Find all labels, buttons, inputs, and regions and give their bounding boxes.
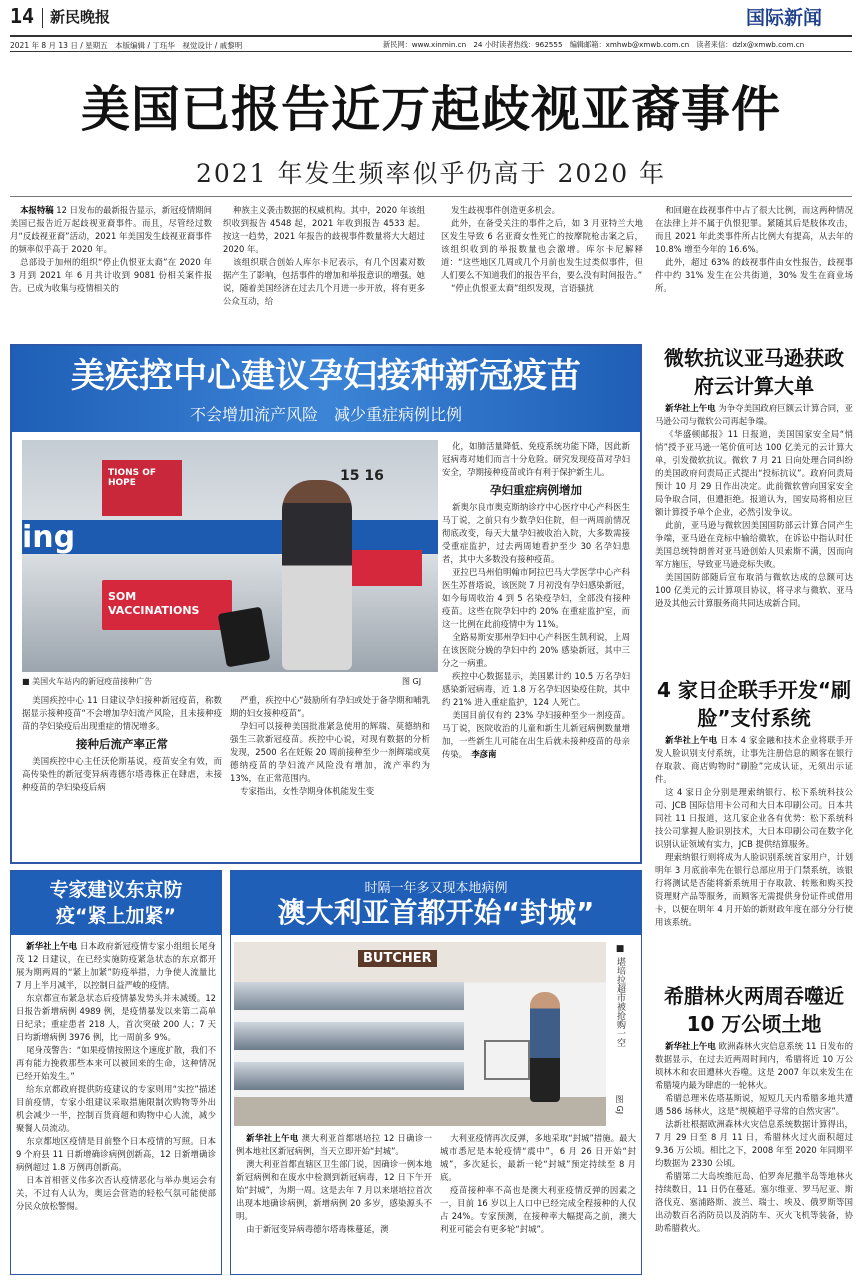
- paragraph: 种族主义袭击数据的权威机构。其中，2020 年该组织收到报告 4548 起，2021 年收到报告 4533 起。按这一趋势，2021 年报告的歧视事件数量将大大超过 2020 年。: [223, 205, 425, 254]
- expert-body: [16, 940, 216, 1270]
- dateline: 2021 年 8 月 13 日 / 星期五 本版编辑 / 丁珏华 视觉设计 / 戚黎明: [10, 41, 243, 50]
- paragraph: 美国疾控中心 11 日建议孕妇接种新冠疫苗，称数据显示接种疫苗“不会增加孕妇流产风险，且未接种疫苗的孕妇染疫后出现重症的情况增多。: [22, 695, 222, 731]
- paragraph: 新华社上午电 澳大利亚首都堪培拉 12 日确诊一例本地社区新冠病例，当天立即开始“封城”。: [236, 1133, 432, 1156]
- section-name: 国际新闻: [746, 7, 823, 29]
- header-divider: [42, 8, 43, 28]
- paragraph: 尾身茂警告：“如果疫情按照这个速度扩散，我们不再有能力挽救那些本来可以被回来的生命，这种情况已经开始发生。”: [16, 1045, 216, 1081]
- paragraph: 澳大利亚首都直辖区卫生部门说，因确诊一例本地新冠病例和在废水中检测到新冠病毒，12 日下午开始“封城”，为期一周。这是去年 7 月以来堪培拉首次出现本地确诊病例，新增病例 20 多岁，感染源头不明。: [236, 1159, 432, 1221]
- aus-shopper: [530, 992, 560, 1102]
- lead-col-3: [441, 204, 643, 334]
- paragraph: 法新社根据欧洲森林火灾信息系统数据计算得出，7 月 29 日至 8 月 11 日，希腊林火过火面积超过 9.36 万公顷。相比之下，2008 年至 2020 年同期平均数据为 2330 公顷。: [655, 1119, 853, 1168]
- lead-subheadline: 2021 年发生频率似乎仍高于 2020 年: [195, 159, 667, 188]
- cdc-photo-caption: ■ 美国火车站内的新冠疫苗接种广告: [22, 677, 153, 686]
- lead-headline: 美国已报告近万起歧视亚裔事件: [80, 81, 781, 138]
- aus-shelf-3: [234, 1062, 464, 1090]
- cdc-headline: 美疾控中心建议孕妇接种新冠疫苗: [71, 356, 581, 396]
- expert-headline: 专家建议东京防疫“紧上加紧”: [49, 879, 183, 927]
- cdc-banner: [12, 346, 640, 432]
- subheading: 孕妇重症病例增加: [490, 483, 582, 497]
- paragraph: 美国目前仅有约 23% 孕妇接种至少一剂疫苗。马丁说，医院收治的儿童和新生儿新冠病例数量增加，一些新生儿可能在出生后就未接种疫苗的母亲传染。 李彦南: [442, 710, 630, 759]
- paragraph: 专家指出，女性孕期身体机能发生变: [240, 786, 375, 796]
- cdc-photo-credit: 图 GJ: [402, 677, 422, 686]
- paragraph: 希腊总理米佐塔基斯说，短短几天内希腊多地共遭遇 586 场林火，这是“规模超乎寻常的自然灾害”。: [655, 1093, 853, 1116]
- photo-suitcase: [218, 607, 271, 668]
- cdc-photo: [22, 440, 438, 672]
- lead-col-2: [223, 204, 425, 334]
- aus-store-sign: BUTCHER: [358, 950, 437, 967]
- paragraph: 这 4 家日企分别是理索纳银行、松下系统科技公司、JCB 国际信用卡公司和大日本印刷公司。日本共同社 11 日报道，这几家企业各有优势：松下系统科技公司掌握人脸识别技术，大日本印刷公司在数字化识别认证领域有实力，JCB 提供结算服务。: [655, 787, 853, 849]
- paragraph: 化，如肺活量降低、免疫系统功能下降，因此新冠病毒对她们而言十分危险。研究发现疫苗对孕妇安全，孕期接种疫苗或许有利于保护新生儿。: [442, 441, 630, 477]
- paragraph: 理索纳银行则将成为人脸识别系统首家用户，计划明年 3 月底前率先在银行总部应用于门禁系统，该银行将测试是否能将新系统用于存取款、转账和购买投资理财产品等服务，而顾客无需提供身份证件或借用卡，以便在明年 4 月开始的新财政年度在部分分行使用该系统。: [655, 852, 853, 927]
- aus-kicker: 时隔一年多又现本地病例: [364, 881, 508, 896]
- cdc-col-3: [442, 440, 630, 858]
- header-rule: [10, 35, 852, 37]
- header-rule-bottom: [10, 51, 852, 52]
- paragraph: “停止仇恨亚太裔”组织发现，言语骚扰: [451, 283, 594, 293]
- lead-col-4: [655, 204, 853, 334]
- paragraph: 《华盛顿邮报》11 日报道，美国国家安全局“悄悄”授予亚马逊一笔价值可达 100 亿美元的云计算大单，引发微软抗议。微软 7 月 21 日向处理合同纠纷的美国政府问责局正式提出“投标抗议”。政府问责局预计 10 月 29 日作出决定。此前微软曾向国家安全局争取合同，但遭拒绝。报道认为，国安局将相应巨额计算授予单个企业，必然引发争议。: [655, 429, 853, 517]
- aus-col-1: [236, 1132, 432, 1272]
- paragraph: 亚拉巴马州伯明翰市阿拉巴马大学医学中心产科医生苏普塔说，该医院 7 月初没有孕妇感染新冠，如今每周收治 4 到 5 名染疫孕妇，全部没有接种疫苗。这些在院孕妇中约 20% 在重症监护室，而这一比例在此前疫情中为 11%。: [442, 567, 630, 629]
- paragraph: 全路易斯安那州孕妇中心产科医生凯利说，上周在该医院分娩的孕妇中约 20% 感染新冠，其中三分之一病重。: [442, 632, 630, 668]
- ms-headline: 微软抗议亚马逊获政府云计算大单: [664, 346, 844, 398]
- paragraph: 由于新冠变异病毒德尔塔毒株蔓延，澳: [246, 1224, 389, 1234]
- cdc-col-1: [22, 694, 222, 858]
- subheading: 接种后流产率正常: [76, 737, 168, 751]
- photo-big-text: ing: [22, 520, 76, 555]
- aus-photo-credit: 图 GJ: [615, 1095, 624, 1115]
- paragraph: 此外，超过 63% 的歧视事件由女性报告，歧视事件中约 31% 发生在公共街道，30% 发生在商业场所。: [655, 257, 853, 293]
- expert-banner: [11, 871, 221, 935]
- fintech-headline: 4 家日企联手开发“刷脸”支付系统: [656, 678, 852, 730]
- paragraph: 此前，亚马逊与微软因美国国防部云计算合同产生争端，亚马逊在竞标中输给微软，在诉讼中指认时任美国总统特朗普对亚马逊创始人贝索斯不满，因而向军方施压，导致亚马逊竞标失败。: [655, 520, 853, 569]
- aus-shelf-2: [234, 1022, 464, 1050]
- aus-photo: [234, 942, 606, 1126]
- photo-gate-numbers: 15 16: [340, 468, 384, 484]
- fintech-body: [655, 734, 853, 970]
- paragraph: 此外，在备受关注的事件之后，如 3 月亚特兰大地区发生导致 6 名亚裔女性死亡的按摩院枪击案之后，该组织收到的举报数量也会激增。库尔卡尼解释道：“这些地区几周或几个月前也发生过类似事件，但人们要么不知道我们的报告平台，要么没有时间报告。”: [441, 218, 643, 280]
- aus-headline: 澳大利亚首都开始“封城”: [277, 896, 595, 929]
- greece-headline: 希腊林火两周吞噬近 10 万公顷土地: [664, 984, 844, 1036]
- cdc-col-2: [230, 694, 430, 858]
- aus-shelf-1: [234, 982, 464, 1010]
- photo-vaccinations-text: SOM VACCINATIONS: [108, 590, 200, 617]
- photo-banner-blue: [22, 520, 438, 554]
- paragraph: 疾控中心数据显示，美国累计约 10.5 万名孕妇感染新冠病毒，近 1.8 万名孕妇因染疫住院，其中约 21% 进入重症监护，124 人死亡。: [442, 671, 630, 707]
- lead-rule: [10, 196, 852, 197]
- paragraph: 疫苗接种率不高也是澳大利亚疫情反弹的因素之一，目前 16 岁以上人口中已经完成全程接种的人仅占 24%。专家预测，在接种率大幅提高之前，澳大利亚可能会有更多轮“封城”。: [440, 1185, 636, 1234]
- paragraph: 孕妇可以接种美国批准紧急使用的辉瑞、莫德纳和强生三款新冠疫苗。疾控中心说，对现有数据的分析发现，2500 名在妊娠 20 周前接种至少一剂辉瑞或莫德纳疫苗的孕妇流产风险没有增加，流产率约为 13%，在正常范围内。: [230, 721, 430, 783]
- paragraph: 本报特稿 12 日发布的最新报告显示，新冠疫情期间美国已报告近万起歧视亚裔事件。而且，尽管经过数月“反歧视亚裔”活动，2021 年美国发生歧视亚裔事件的频率似乎高于 2020 年。: [10, 205, 212, 254]
- contact-line: 新民网：www.xinmin.cn 24 小时读者热线：962555 编辑邮箱：xmhwb@xmwb.com.cn 读者来信：dzlx@xmwb.com.cn: [383, 40, 805, 49]
- aus-cart: [484, 1040, 530, 1080]
- paragraph: 希腊第二大岛埃维厄岛、伯罗奔尼撒半岛等地林火持续数日，11 日仍在蔓延。塞尔维亚、罗马尼亚、斯洛伐克、塞浦路斯、波兰、瑞士、埃及、俄罗斯等国出动数百名消防员以及消防车、灭火飞机等装备，协助希腊救火。: [655, 1171, 853, 1233]
- paragraph: 日本首相菅义伟多次否认疫情恶化与举办奥运会有关，不过有人认为，奥运会营造的轻松气氛可能使部分民众放松警惕。: [16, 1175, 216, 1211]
- newspaper-name: 新民晚报: [50, 8, 111, 26]
- greece-body: [655, 1040, 853, 1274]
- paragraph: 该组织联合创始人库尔卡尼表示，有几个因素对数据产生了影响，包括事件的增加和举报意识的增强。她说，随着美国经济在过去几个月进一步开放，将有更多公众互动，给: [223, 257, 425, 306]
- paragraph: 东京都地区疫情是目前整个日本疫情的写照。日本 9 个府县 11 日新增确诊病例创新高，12 日新增确诊病例超过 1.8 万例再创新高。: [16, 1136, 216, 1172]
- ms-body: [655, 402, 853, 664]
- paragraph: 新华社上午电 日本 4 家金融和技术企业将联手开发人脸识别支付系统，让事先注册信息的顾客在银行存取款、商店购物时“刷脸”完成认证，无须出示证件。: [655, 735, 853, 784]
- paragraph: 美国疾控中心主任沃伦斯基说，疫苗安全有效，而高传染性的新冠变异病毒德尔塔毒株正在肆虐，未接种疫苗的孕妇染疫后病: [22, 756, 222, 792]
- photo-person: [282, 480, 352, 670]
- paragraph: 大利亚疫情再次反弹，多地采取“封城”措施。最大城市悉尼是本轮疫情“震中”，6 月 26 日开始“封城”，多次延长，最新一轮“封城”预定持续至 8 月底。: [440, 1133, 636, 1182]
- paragraph: 东京都宣布紧急状态后疫情暴发势头并未减缓。12 日报告新增病例 4989 例，是疫情暴发以来第二高单日纪录；重症患者 218 人，首次突破 200 人；7 天日均新增病例 3976 例，比一周前多 9%。: [16, 993, 216, 1042]
- paragraph: 新华社上午电 为争夺美国政府巨额云计算合同，亚马逊公司与微软公司再起争端。: [655, 403, 853, 426]
- aus-banner: [231, 871, 641, 935]
- paragraph: 新华社上午电 欧洲森林火灾信息系统 11 日发布的数据显示，在过去近两周时间内，希腊将近 10 万公顷林木和农田遭林火吞噬。这是 2007 年以来发生在希腊境内最为肆虐的一轮林火。: [655, 1041, 853, 1090]
- page-header: [0, 0, 862, 52]
- photo-sign-text: TIONS OF HOPE: [108, 468, 157, 488]
- aus-col-2: [440, 1132, 636, 1272]
- cdc-subheadline: 不会增加流产风险 减少重症病例比例: [189, 405, 462, 424]
- lead-col-1: [10, 204, 212, 334]
- page-number: 14: [10, 4, 35, 28]
- paragraph: 给东京都政府提供防疫建议的专家则用“实控”描述目前疫情，专家小组建议采取措施限制次购物等外出机会减少一半，控制百货商超和购物中心人流，减少聚餐人员流动。: [16, 1084, 216, 1133]
- aus-photo-caption: ■ 堪培拉超市被抢购一空: [615, 944, 625, 1047]
- paragraph: 总部设于加州的组织“停止仇恨亚太裔”在 2020 年 3 月到 2021 年 6 月共计收到 9081 份相关案件报告。已成为收集与疫情相关的: [10, 257, 212, 293]
- paragraph: 发生歧视事件创造更多机会。: [451, 205, 560, 215]
- paragraph: 新奥尔良市奥克斯纳诊疗中心医疗中心产科医生马丁说，之前只有少数孕妇住院，但一两周前情况彻底改变，每天大量孕妇被收治入院，大多数需接受重症监护，过去两周她看护至少 30 名孕妇患者，其中大多数没有接种疫苗。: [442, 502, 630, 564]
- paragraph: 美国国防部随后宣布取消与微软达成的总额可达 100 亿美元的云计算项目协议，将寻求与微软、亚马逊及其他云计算服务商共同达成新合同。: [655, 572, 853, 608]
- paragraph: 新华社上午电 日本政府新冠疫情专家小组组长尾身茂 12 日建议，在已经实施防疫紧急状态的东京都开展为期两周的“紧上加紧”防疫举措，力争使人流量比 7 月上半月减半，以控制日益严峻的疫情。: [16, 941, 216, 990]
- paragraph: 严重，疾控中心“鼓励所有孕妇或处于备孕期和哺乳期的妇女接种疫苗”。: [230, 695, 430, 718]
- paragraph: 和回避在歧视事件中占了很大比例，而这两种情况在法律上并不属于仇恨犯罪。紧随其后是肢体攻击，而且 2021 年此类事件所占比例大有提高，从去年的 10.8% 增至今年的 16.6%。: [655, 205, 853, 254]
